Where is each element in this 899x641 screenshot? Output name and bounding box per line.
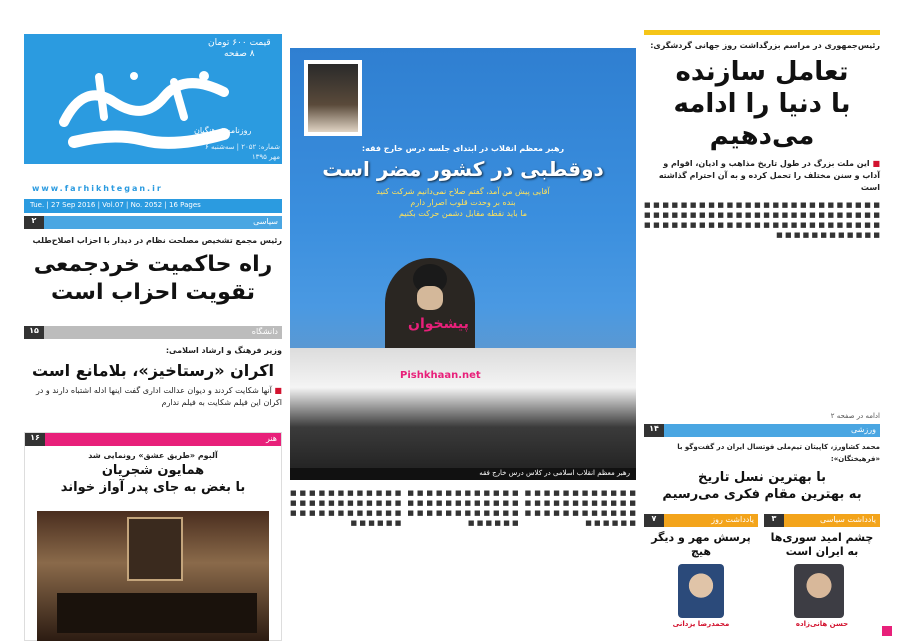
- headline: چشم امید سوری‌ها به ایران است: [770, 531, 874, 558]
- portrait-photo: [304, 60, 362, 136]
- author-name: محمدرضا یزدانی: [672, 620, 730, 628]
- audience: [290, 348, 636, 480]
- page-number: ۲: [24, 216, 44, 229]
- headline: همایون شجریان: [101, 463, 205, 478]
- headline: تقویت احزاب است: [51, 280, 255, 305]
- body-text: ■ ■ ■ ■ ■ ■ ■ ■ ■ ■ ■ ■ ■ ■ ■ ■ ■ ■ ■ ■ ■ ■ ■ ■ ■ ■ ■ ■ ■ ■ ■ ■ ■ ■ ■ ■ ■ ■ ■ ■ ■ ■ ■ ■ ■ ■ ■ ■ ■ ■ ■ ■ ■ ■ ■ ■ ■ ■ ■ ■ ■ ■ ■ ■ ■ ■ ■ ■ ■ ■ ■ ■ ■ ■ ■ ■ ■ ■ ■ ■ ■ ■ ■ ■ ■ ■ ■ ■ ■ ■: [644, 201, 880, 239]
- opinion-box-day: [644, 514, 758, 641]
- opinion-box-politics: [764, 514, 880, 641]
- body-column: ■ ■ ■ ■ ■ ■ ■ ■ ■ ■ ■ ■ ■ ■ ■ ■ ■ ■ ■ ■ ■ ■ ■ ■ ■ ■ ■ ■ ■ ■ ■ ■ ■ ■ ■ ■ ■ ■ ■ ■ ■ ■: [290, 489, 402, 527]
- photo-caption: رهبر معظم انقلاب اسلامی در کلاس درس خارج فقه: [290, 468, 636, 480]
- issue-info: شماره: ۲۰۵۲ | سه‌شنبه ۶ مهر ۱۳۹۵: [205, 143, 280, 161]
- page-number: ۷: [644, 514, 664, 527]
- headline: با بهترین نسل تاریخ: [698, 470, 826, 485]
- continue-link[interactable]: ادامه در صفحه ۲: [830, 412, 880, 420]
- headline: راه حاکمیت خردجمعی: [33, 252, 273, 277]
- body-column: ■ ■ ■ ■ ■ ■ ■ ■ ■ ■ ■ ■ ■ ■ ■ ■ ■ ■ ■ ■ ■ ■ ■ ■ ■ ■ ■ ■ ■ ■ ■ ■ ■ ■ ■ ■ ■ ■ ■ ■ ■ ■: [407, 489, 519, 527]
- body-column: ■ ■ ■ ■ ■ ■ ■ ■ ■ ■ ■ ■ ■ ■ ■ ■ ■ ■ ■ ■ ■ ■ ■ ■ ■ ■ ■ ■ ■ ■ ■ ■ ■ ■ ■ ■ ■ ■ ■ ■ ■ ■: [524, 489, 636, 527]
- section-name: یادداشت سیاسی: [819, 515, 876, 524]
- subtitle: روزنامه فرهنگیان: [194, 126, 252, 135]
- section-name: ورزشی: [851, 425, 876, 434]
- section-name: هنر: [265, 434, 277, 443]
- right-lead-article: [644, 40, 880, 422]
- bullet-3: ما باید نقطه مقابل دشمن حرکت بکنیم: [398, 209, 528, 218]
- center-body-columns: [290, 488, 636, 641]
- stage: [57, 593, 257, 633]
- kicker: محمد کشاورز، کاپیتان تیم‌ملی فوتسال ایران در گفت‌وگو با «فرهیختگان»:: [677, 443, 880, 463]
- kicker: رئیس‌جمهوری در مراسم بزرگداشت روز جهانی گردشگری:: [650, 41, 880, 50]
- price-label: قیمت ۶۰۰ تومان: [208, 38, 271, 48]
- kicker: وزیر فرهنگ و ارشاد اسلامی:: [165, 346, 282, 355]
- kicker: رهبر معظم انقلاب در ابتدای جلسه درس خارج فقه:: [361, 144, 565, 153]
- page-number: ۳: [764, 514, 784, 527]
- left-article-art: [24, 432, 282, 641]
- portrait-frame: [127, 517, 183, 581]
- author-name: حسن هانی‌زاده: [795, 620, 849, 628]
- section-name: دانشگاه: [251, 327, 278, 336]
- author-photo: [678, 564, 724, 618]
- bullet-1: آقایی پیش من آمد، گفتم صلاح نمی‌دانیم شرکت کنید: [376, 187, 550, 196]
- pages-label: ۸ صفحه: [224, 49, 255, 59]
- headline: با دنیا را ادامه می‌دهیم: [673, 89, 851, 151]
- watermark-url: Pishkhaan.net: [400, 370, 481, 381]
- masthead: [24, 34, 282, 164]
- corner-marker: [882, 626, 892, 636]
- section-tag-university: [24, 326, 282, 339]
- headline: پرسش مهر و دیگر هیچ: [651, 531, 751, 558]
- lead: ■ این ملت بزرگ در طول تاریخ مذاهب و ادیان، اقوام و آداب و سنن مختلف را تحمل کرده و به آن احترام گذاشته است: [644, 158, 880, 194]
- website-url: www.farhikhtegan.ir: [32, 184, 163, 193]
- headline: اکران «رستاخیز»، بلامانع است: [31, 361, 274, 380]
- section-tag-art: [25, 433, 281, 446]
- section-tag-politics: [24, 216, 282, 229]
- left-article-university: [24, 326, 282, 409]
- date-bar: Tue. | 27 Sep 2016 | Vol.07 | No. 2052 | 16 Pages: [24, 199, 282, 213]
- photo-headline-group: [290, 144, 636, 218]
- author-photo: [794, 564, 844, 618]
- section-name: یادداشت روز: [711, 515, 754, 524]
- page-number: ۱۴: [644, 424, 664, 437]
- bullet-2: بنده بر وحدت قلوب اصرار دارم: [410, 198, 516, 207]
- watermark: پیشخوان: [408, 316, 469, 332]
- headline: به بهترین مقام فکری می‌رسیم: [662, 487, 862, 502]
- right-sport-article: [644, 424, 880, 503]
- page-number: ۱۵: [24, 326, 44, 339]
- kicker: آلبوم «طریق عشق» رونمایی شد: [88, 451, 218, 460]
- left-article-politics: [24, 216, 282, 307]
- section-tag-opinion: [764, 514, 880, 527]
- page-number: ۱۶: [25, 433, 45, 446]
- headline: تعامل سازنده: [675, 57, 849, 87]
- lead: ■ آنها شکایت کردند و دیوان عدالت اداری گفت اینها ادله اشتباه دارند و در اکران این فیلم شکایت به فیلم ندارم: [24, 385, 282, 409]
- section-tag-sport: [644, 424, 880, 437]
- section-name: سیاسی: [253, 217, 278, 226]
- kicker: رئیس مجمع تشخیص مصلحت نظام در دیدار با احزاب اصلاح‌طلب: [32, 236, 282, 245]
- main-headline: دوقطبی در کشور مضر است: [322, 157, 604, 181]
- headline: با بغض به جای پدر آواز خواند: [60, 480, 246, 495]
- section-tag-opinion: [644, 514, 758, 527]
- top-accent-bar: [644, 30, 880, 35]
- concert-photo: [37, 511, 269, 641]
- main-photo: [290, 48, 636, 480]
